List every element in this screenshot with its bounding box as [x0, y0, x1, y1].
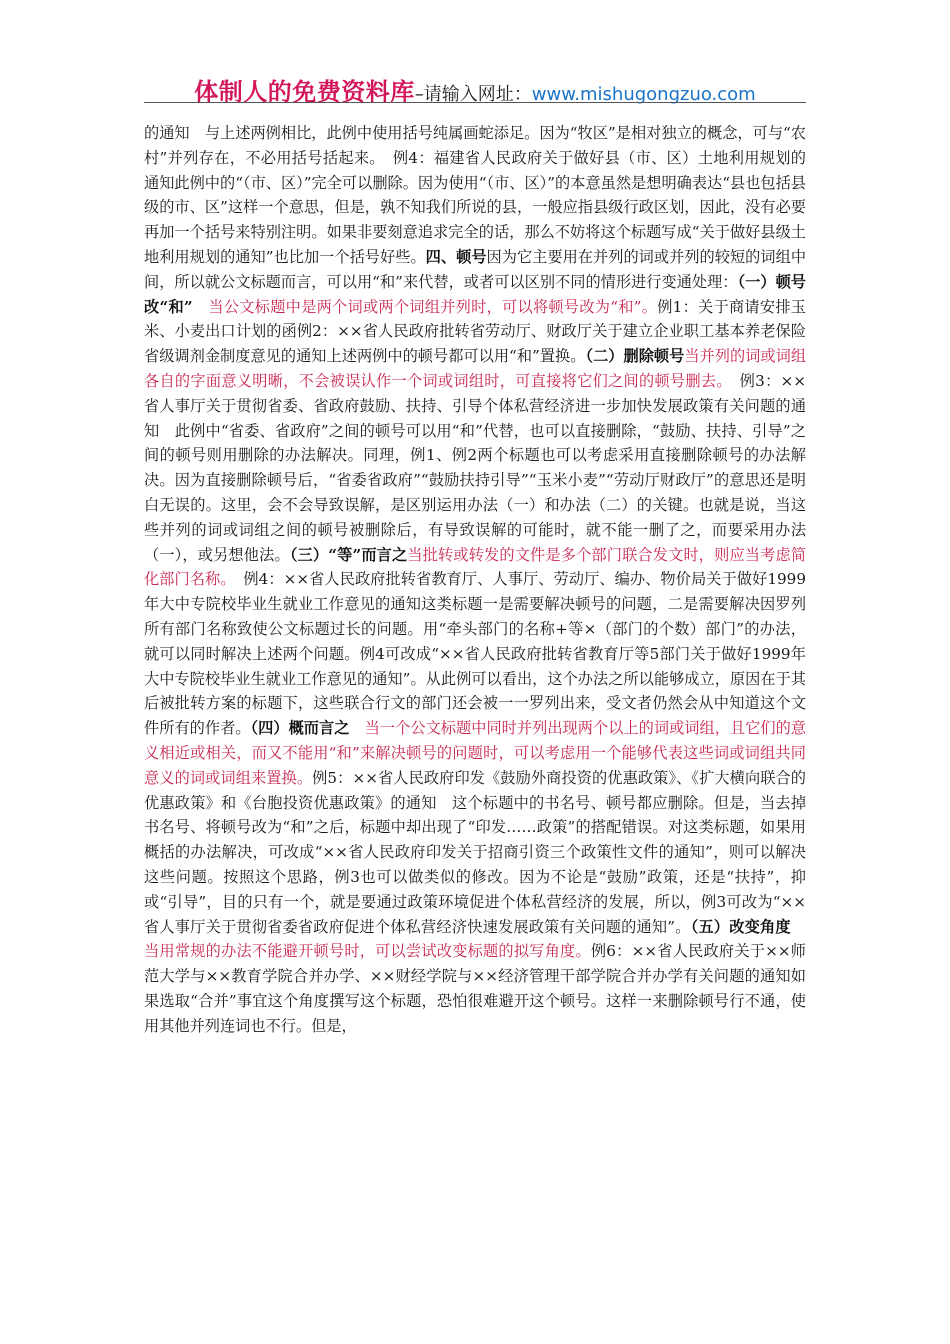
header-brand: 体制人的免费资料库 [194, 78, 415, 106]
subsection-heading: （三）“等”而言之 [289, 545, 408, 564]
header-prompt: –请输入网址： [414, 84, 532, 105]
article-text: 的通知 与上述两例相比，此例中使用括号纯属画蛇添足。因为“牧区”是相对独立的概念，可与“农村”并列存在，不必用括号括起来。 例4：福建省人民政府关于做好县（市、区）土地利用规划的通知此例中的“（市、区）”完全可以删除。因为使用“（市、区）”的本意虽然是想明确表达“县也包括县级的市、区”这样一个意思，但是，孰不知我们所说的县，一般应指县级行政区划，因此，没有必要再加一个括号来特别注明。如果非要刻意追求完全的话，那么不妨将这个标题写成“关于做好县级土地利用规划的通知”也比加一个括号好些。 [144, 124, 806, 266]
article-text: 例5：××省人民政府印发《鼓励外商投资的优惠政策》、《扩大横向联合的优惠政策》和《台胞投资优惠政策》的通知 这个标题中的书名号、顿号都应删除。但是，当去掉书名号、将顿号改为“和”之后，标题中却出现了“印发……政策”的搭配错误。对这类标题，如果用概括的办法解决，可改成“××省人民政府印发关于招商引资三个政策性文件的通知”，则可以解决这些问题。按照这个思路，例3也可以做类似的修改。因为不论是“鼓励”政策，还是“扶持”，抑或“引导”，目的只有一个，就是要通过政策环境促进个体私营经济的发展，所以，例3可改为“××省人事厅关于贯彻省委省政府促进个体私营经济快速发展政策有关问题的通知”。 [144, 768, 806, 936]
article-text: 例6：××省人民政府关于××师范大学与××教育学院合并办学、××财经学院与××经济管理干部学院合并办学有关问题的通知如果选取“合并”事宜这个角度撰写这个标题，恐怕很难避开这个顿号。这样一来删除顿号行不通，使用其他并列连词也不行。但是， [144, 942, 806, 1035]
highlighted-rule: 当并列的词或词组各自的字面意义明晰，不会被误认作一个词或词组时，可直接将它们之间的顿号删去。 [144, 347, 807, 390]
highlighted-rule: 当一个公文标题中同时并列出现两个以上的词或词组，且它们的意义相近或相关，而又不能用“和”来解决顿号的问题时，可以考虑用一个能够代表这些词或词组共同意义的词或词组来置换。 [144, 719, 806, 787]
header-url-link[interactable]: www.mishugongzuo.com [531, 84, 756, 105]
article-text: 因为它主要用在并列的词或并列的较短的词组中间，所以就公文标题而言，可以用“和”来代替，或者可以区别不同的情形进行变通处理： [144, 247, 807, 291]
article-text: 例1：关于商请安排玉米、小麦出口计划的函例2：××省人民政府批转省劳动厅、财政厅关于建立企业职工基本养老保险省级调剂金制度意见的通知上述两例中的顿号都可以用“和”置换。 [144, 297, 806, 366]
highlighted-rule: 当批转或转发的文件是多个部门联合发文时，则应当考虑简化部门名称。 [144, 545, 807, 589]
highlighted-rule: 当用常规的办法不能避开顿号时，可以尝试改变标题的拟写角度。 [144, 917, 806, 961]
subsection-heading: （五）改变角度 [690, 917, 791, 936]
subsection-heading: （一）顿号改“和” [144, 272, 806, 316]
section-heading: 四、顿号 [425, 247, 487, 266]
header-divider [144, 102, 806, 103]
article-text: 例3：××省人事厅关于贯彻省委、省政府鼓励、扶持、引导个体私营经济进一步加快发展政策有关问题的通知 此例中“省委、省政府”之间的顿号可以用“和”代替，也可以直接删除，“鼓励、扶持、引导”之间的顿号则用删除的办法解决。同理，例1、例2两个标题也可以考虑采用直接删除顿号的办法解决。因为直接删除顿号后，“省委省政府”“鼓励扶持引导”“玉米小麦”“劳动厅财政厅”的意思还是明白无误的。这里，会不会导致误解，是区别运用办法（一）和办法（二）的关键。也就是说，当这些并列的词或词组之间的顿号被删除后，有导致误解的可能时，就不能一删了之，而要采用办法（一），或另想他法。 [144, 371, 806, 564]
subsection-heading: （二）删除顿号 [585, 347, 685, 366]
highlighted-rule: 当公文标题中是两个词或两个词组并列时，可以将顿号改为“和”。 [192, 297, 658, 316]
subsection-heading: （四）概而言之 [250, 719, 350, 738]
article-text: 例4：××省人民政府批转省教育厅、人事厅、劳动厅、编办、物价局关于做好1999年大中专院校毕业生就业工作意见的通知这类标题一是需要解决顿号的问题，二是需要解决因罗列所有部门名称致使公文标题过长的问题。用“牵头部门的名称+等×（部门的个数）部门”的办法，就可以同时解决上述两个问题。例4可改成“××省人民政府批转省教育厅等5部门关于做好1999年大中专院校毕业生就业工作意见的通知”。从此例可以看出，这个办法之所以能够成立，原因在于其后被批转方案的标题下，这些联合行文的部门还会被一一罗列出来，受文者仍然会从中知道这个文件所有的作者。 [144, 570, 807, 738]
article-body [144, 121, 806, 1038]
